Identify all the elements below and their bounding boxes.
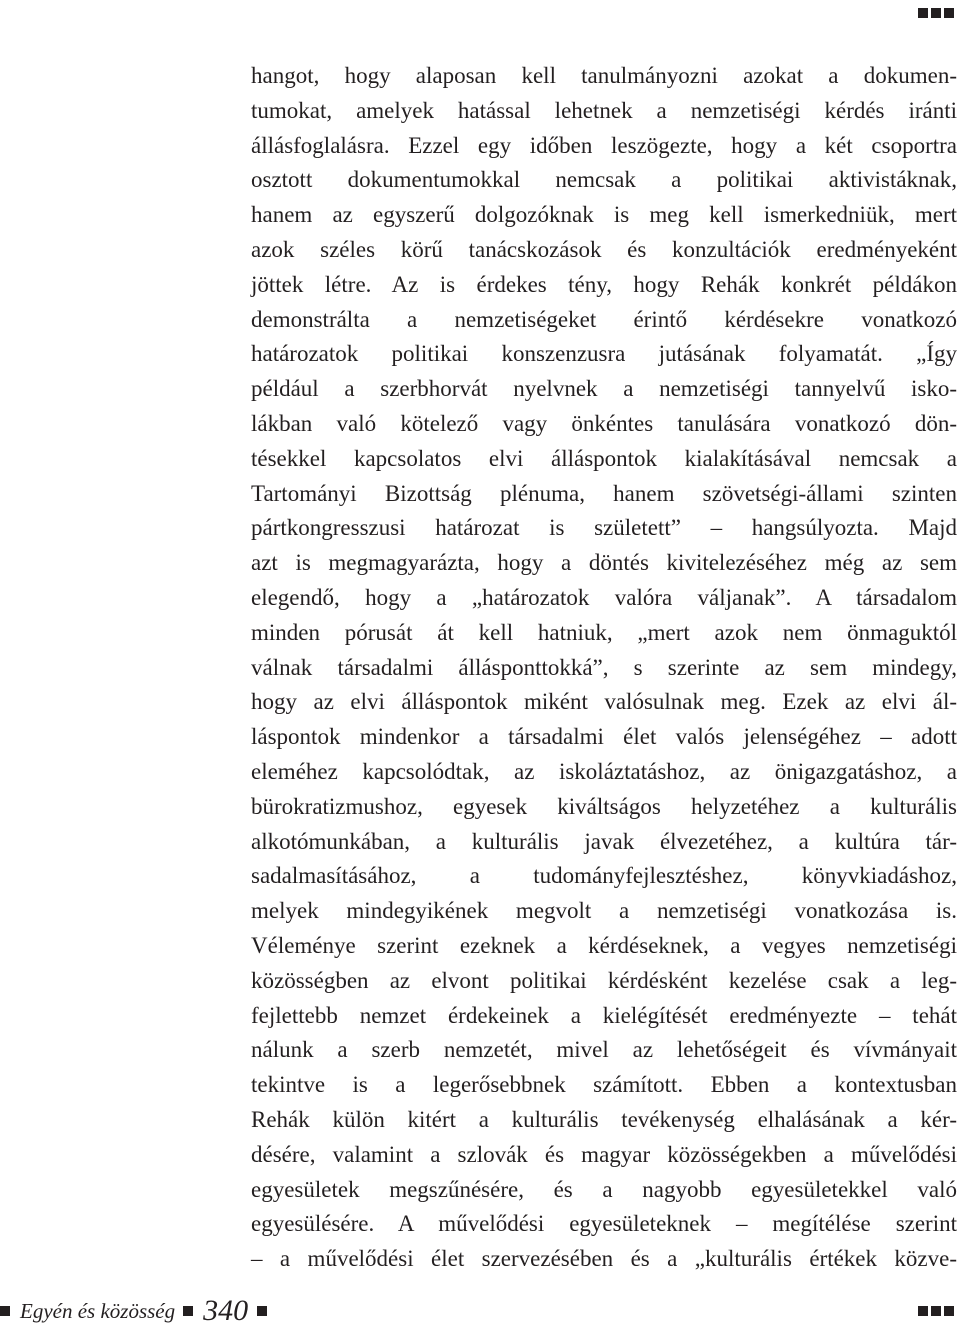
ornament-square xyxy=(931,8,941,18)
body-line: közösségben az elvont politikai kérdésként kezelése csak a leg- xyxy=(251,967,957,993)
body-line: – a művelődési élet szervezésében és a „kulturális értékek közve- xyxy=(251,1246,957,1272)
body-line: Tartományi Bizottság plénuma, hanem szövetségi-állami szinten xyxy=(251,480,957,506)
ornament-square xyxy=(944,8,954,18)
body-text xyxy=(251,59,957,1277)
body-line: Véleménye szerint ezeknek a kérdéseknek, a vegyes nemzetiségi xyxy=(251,932,957,958)
ornament-square xyxy=(944,1306,954,1316)
footer-square-icon xyxy=(257,1306,267,1316)
body-line: például a szerbhorvát nyelvnek a nemzetiségi tannyelvű isko- xyxy=(251,376,957,402)
body-line: tumokat, amelyek hatással lehetnek a nemzetiségi kérdés iránti xyxy=(251,97,957,123)
top-corner-ornament xyxy=(918,8,954,18)
body-line: láspontok mindenkor a társadalmi élet valós jelenségéhez – adott xyxy=(251,724,957,750)
body-line: sadalmasításához, a tudományfejlesztéshez, könyvkiadáshoz, xyxy=(251,863,957,889)
body-line: azok széles körű tanácskozások és konzultációk eredményeként xyxy=(251,236,957,262)
body-line: pártkongresszusi határozat is született” – hangsúlyozta. Majd xyxy=(251,515,957,541)
body-line: válnak társadalmi állásponttokká”, s szerinte az sem mindegy, xyxy=(251,654,957,680)
body-line: jöttek létre. Az is érdekes tény, hogy Rehák konkrét példákon xyxy=(251,271,957,297)
footer-square-icon xyxy=(0,1306,10,1316)
body-line: lákban való kötelező vagy önkéntes tanulására vonatkozó dön- xyxy=(251,410,957,436)
body-line: nálunk a szerb nemzetét, mivel az lehetőségeit és vívmányait xyxy=(251,1037,957,1063)
body-line: demonstrálta a nemzetiségeket érintő kérdésekre vonatkozó xyxy=(251,306,957,332)
bottom-corner-ornament xyxy=(918,1306,954,1316)
ornament-square xyxy=(931,1306,941,1316)
body-line: bürokratizmushoz, egyesek kiváltságos helyzetéhez a kulturális xyxy=(251,793,957,819)
body-line: fejlettebb nemzet érdekeinek a kielégítését eredményezte – tehát xyxy=(251,1002,957,1028)
body-line: határozatok politikai konszenzusra jutásának folyamatát. „Így xyxy=(251,341,957,367)
body-line: egyesületek megszűnésére, és a nagyobb egyesületekkel való xyxy=(251,1176,957,1202)
body-line: elegendő, hogy a „határozatok valóra váljanak”. A társadalom xyxy=(251,584,957,610)
body-line: hanem az egyszerű dolgozóknak is meg kell ismerkedniük, mert xyxy=(251,202,957,228)
body-line: tésekkel kapcsolatos elvi álláspontok kialakításával nemcsak a xyxy=(251,445,957,471)
book-title: Egyén és közösség xyxy=(20,1298,176,1323)
running-footer xyxy=(0,1288,267,1334)
page-number: 340 xyxy=(203,1294,249,1327)
footer-square-icon xyxy=(183,1306,193,1316)
body-line: állásfoglalásra. Ezzel egy időben leszögezte, hogy a két csoportra xyxy=(251,132,957,158)
body-line: melyek mindegyikének megvolt a nemzetiségi vonatkozása is. xyxy=(251,898,957,924)
body-line: minden pórusát át kell hatniuk, „mert azok nem önmaguktól xyxy=(251,619,957,645)
body-line: désére, valamint a szlovák és magyar közösségekben a művelődési xyxy=(251,1141,957,1167)
body-line: Rehák külön kitért a kulturális tevékenység elhalásának a kér- xyxy=(251,1106,957,1132)
body-line: alkotómunkában, a kulturális javak élvezetéhez, a kultúra tár- xyxy=(251,828,957,854)
body-line: eleméhez kapcsolódtak, az iskoláztatáshoz, az önigazgatáshoz, a xyxy=(251,758,957,784)
body-line: egyesülésére. A művelődési egyesületeknek – megítélése szerint xyxy=(251,1211,957,1237)
body-line: hangot, hogy alaposan kell tanulmányozni azokat a dokumen- xyxy=(251,63,957,88)
body-line: tekintve is a legerősebbnek számított. Ebben a kontextusban xyxy=(251,1072,957,1098)
ornament-square xyxy=(918,1306,928,1316)
body-line: hogy az elvi álláspontok miként valósulnak meg. Ezek az elvi ál- xyxy=(251,689,957,715)
ornament-square xyxy=(918,8,928,18)
body-line: osztott dokumentumokkal nemcsak a politikai aktivistáknak, xyxy=(251,167,957,193)
body-line: azt is megmagyarázta, hogy a döntés kivitelezéséhez még az sem xyxy=(251,550,957,576)
